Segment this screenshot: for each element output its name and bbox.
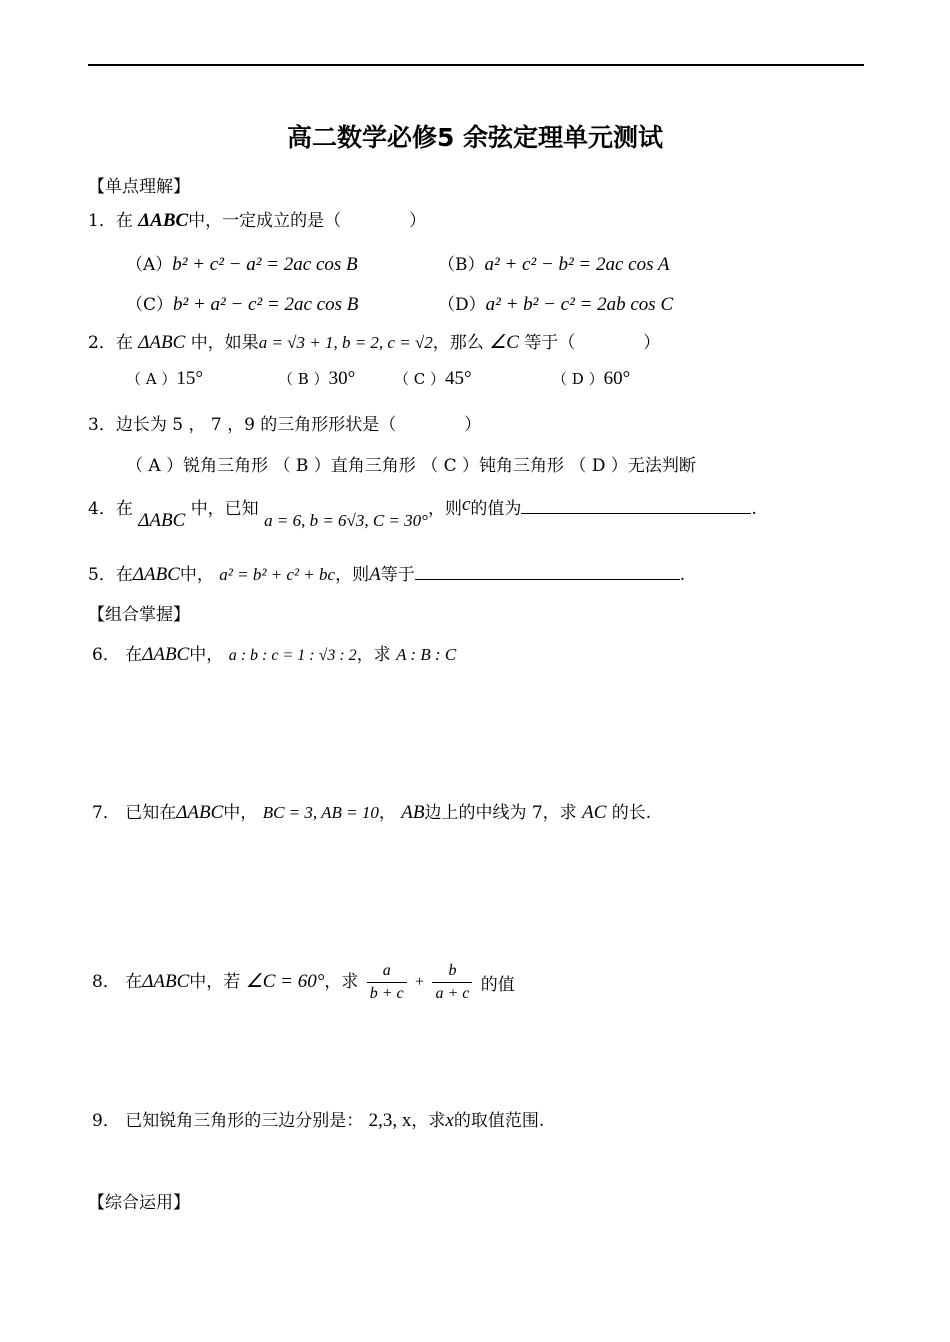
question-2: 2．在 ΔABC 中，如果a = √3 + 1, b = 2, c = √2，那么 ∠C 等于（ ） (88, 332, 661, 353)
condition-formula: BC = 3, AB = 10 (262, 803, 379, 822)
triangle-symbol: ΔABC (132, 564, 180, 585)
angle-symbol: ∠C (489, 332, 519, 353)
q1-option-c: （C）b² + a² − c² = 2ac cos B (126, 294, 359, 315)
triangle-symbol: ΔABC (142, 644, 190, 665)
formula: b² + c² − a² = 2ac cos B (172, 254, 358, 275)
question-number: 5． (88, 565, 116, 585)
header-rule (88, 64, 864, 66)
triangle-symbol: ΔABC (138, 210, 189, 231)
question-number: 6． (92, 645, 120, 665)
q2-option-b: （ B ）30° (278, 368, 356, 389)
question-number: 4． (88, 499, 116, 519)
condition-formula: ∠C = 60° (245, 971, 325, 992)
condition-formula: a = √3 + 1, b = 2, c = √2 (258, 333, 433, 352)
question-8: 8． 在ΔABC中，若 ∠C = 60°，求 $\frac{a}{b + c}$ + $\frac{b}{a + c}$ 的值 (92, 960, 515, 1005)
question-6: 6． 在ΔABC中， a : b : c = 1 : √3 : 2，求 A : B : C (92, 644, 457, 665)
section-heading-comprehensive: 【综合运用】 (88, 1193, 190, 1213)
q3-options: （ A ）锐角三角形 （ B ）直角三角形 （ C ）钝角三角形 （ D ）无法判断 (126, 456, 696, 476)
triangle-symbol: ΔABC (176, 802, 224, 823)
q2-option-c: （ C ）45° (394, 368, 472, 389)
condition-formula: 2,3, x (368, 1110, 412, 1131)
fraction-b-over-a-plus-c: $\frac{b}{a + c}$ (432, 960, 472, 1005)
formula: b² + a² − c² = 2ac cos B (173, 294, 359, 315)
formula: a² + c² − b² = 2ac cos A (484, 254, 670, 275)
fraction-a-over-b-plus-c: $\frac{a}{b + c}$ (367, 960, 407, 1005)
question-number: 7． (92, 803, 120, 823)
question-3: 3．边长为 5 ， 7 ，9 的三角形形状是（ ） (88, 415, 482, 435)
answer-blank[interactable] (521, 497, 751, 514)
question-5: 5．在ΔABC中， a² = b² + c² + bc，则A等于 . (88, 564, 686, 585)
triangle-symbol: ΔABC (138, 332, 186, 353)
q1-option-b: （B）a² + c² − b² = 2ac cos A (438, 254, 670, 275)
page-title: 高二数学必修5 余弦定理单元测试 (286, 123, 664, 152)
question-number: 1． (88, 211, 116, 231)
triangle-symbol: ΔABC (142, 971, 190, 992)
question-1: 1．在 ΔABC中，一定成立的是（ ） (88, 210, 427, 231)
question-4: 4．在 ΔABC 中，已知 a = 6, b = 6√3, C = 30°，则c的值为 . (88, 494, 757, 531)
section-heading-basic: 【单点理解】 (88, 177, 190, 197)
answer-blank[interactable] (415, 563, 680, 580)
q2-option-d: （ D ）60° (552, 368, 631, 389)
condition-formula: a : b : c = 1 : √3 : 2 (228, 647, 357, 664)
question-7: 7． 已知在ΔABC中， BC = 3, AB = 10， AB边上的中线为 7，求 AC 的长. (92, 802, 652, 823)
q1-option-d: （D）a² + b² − c² = 2ab cos C (438, 294, 674, 315)
q1-option-a: （A）b² + c² − a² = 2ac cos B (126, 254, 358, 275)
q2-option-a: （ A ）15° (126, 368, 203, 389)
question-number: 8． (92, 972, 120, 992)
question-number: 2． (88, 333, 116, 353)
question-number: 9． (92, 1111, 120, 1131)
formula: a² + b² − c² = 2ab cos C (485, 294, 674, 315)
condition-formula: a² = b² + c² + bc (219, 565, 336, 584)
condition-formula: a = 6, b = 6√3, C = 30° (264, 511, 428, 530)
triangle-symbol: ΔABC (138, 510, 186, 531)
section-heading-combined: 【组合掌握】 (88, 605, 190, 625)
question-9: 9． 已知锐角三角形的三边分别是： 2,3, x，求x的取值范围. (92, 1110, 545, 1131)
